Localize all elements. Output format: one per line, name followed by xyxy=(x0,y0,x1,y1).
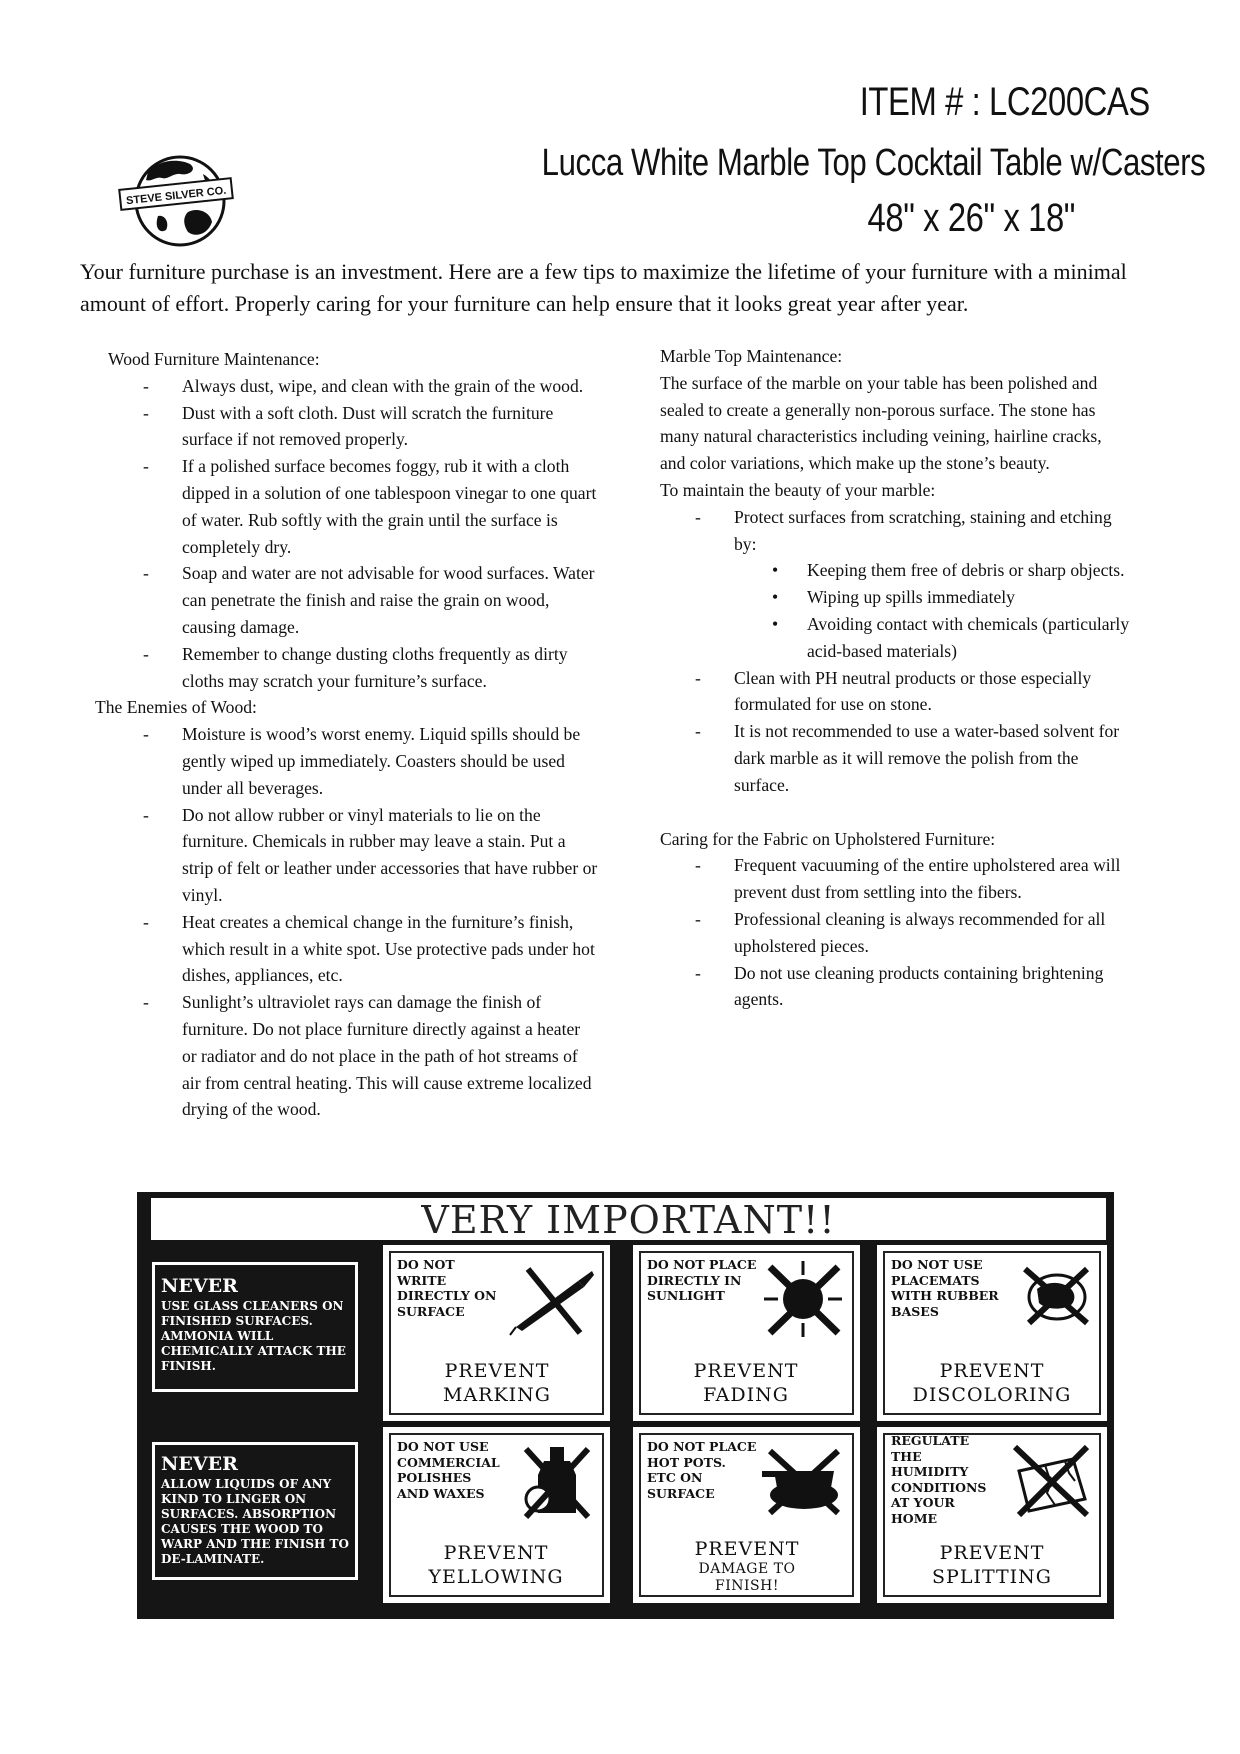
card-title: PREVENT SPLITTING xyxy=(932,1542,1052,1588)
bullet-item: • Keeping them free of debris or sharp objects. xyxy=(734,557,1130,584)
card-title: PREVENT MARKING xyxy=(443,1360,551,1406)
list-item: - Professional cleaning is always recommended for all upholstered pieces. xyxy=(660,906,1130,960)
fabric-heading: Caring for the Fabric on Upholstered Furniture: xyxy=(660,828,996,849)
card-title xyxy=(667,1537,827,1595)
card-note: DO NOT USE COMMERCIAL POLISHES AND WAXES xyxy=(397,1439,500,1501)
enemies-heading: The Enemies of Wood: xyxy=(95,697,257,718)
list-item: - Do not allow rubber or vinyl materials to lie on the furniture. Chemicals in rubber may leave a stain. Put a strip of felt or leather under accessories that have rubber or vinyl. xyxy=(108,802,598,909)
bullet-item: • Avoiding contact with chemicals (particularly acid-based materials) xyxy=(734,611,1130,665)
card-prevent-damage xyxy=(633,1427,860,1603)
intro-paragraph: Your furniture purchase is an investment. Here are a few tips to maximize the lifetime of your furniture with a minimal amount of effort. Properly caring for your furniture can help ensure that it looks great year after year. xyxy=(80,259,1127,316)
wood-column xyxy=(95,346,598,1123)
list-item: - It is not recommended to use a water-based solvent for dark marble as it will remove the polish from the surface. xyxy=(660,718,1130,798)
protect-text: Protect surfaces from scratching, staining and etching by: xyxy=(734,506,1112,554)
wood-list xyxy=(108,373,598,695)
bullet-item: • Wiping up spills immediately xyxy=(734,584,1130,611)
product-dimensions: 48" x 26" x 18" xyxy=(867,196,1075,240)
list-item: - Clean with PH neutral products or those especially formulated for use on stone. xyxy=(660,665,1130,719)
product-title: Lucca White Marble Top Cocktail Table w/Casters xyxy=(541,142,1205,184)
card-note: DO NOT USE PLACEMATS WITH RUBBER BASES xyxy=(891,1257,999,1319)
item-number: ITEM # : LC200CAS xyxy=(859,80,1150,124)
list-item xyxy=(660,504,1130,665)
marble-column xyxy=(660,343,1130,1013)
globe-logo-icon xyxy=(118,152,236,250)
card-title: PREVENT DISCOLORING xyxy=(912,1360,1072,1406)
wood-heading: Wood Furniture Maintenance: xyxy=(108,349,320,369)
list-item: - Remember to change dusting cloths frequently as dirty cloths may scratch your furniture’s surface. xyxy=(108,641,598,695)
never-title: NEVER xyxy=(161,1453,238,1475)
never-notice-glass-cleaners xyxy=(152,1262,358,1392)
list-item: - Sunlight’s ultraviolet rays can damage the finish of furniture. Do not place furniture directly against a heater or radiator and do not place in the path of hot streams of air from central heating. This will cause extreme localized drying of the wood. xyxy=(108,989,598,1123)
list-item: - Do not use cleaning products containing brightening agents. xyxy=(660,960,1130,1014)
card-prevent-marking xyxy=(383,1245,610,1421)
polish-bottle-crossed-icon xyxy=(518,1441,598,1521)
card-note: DO NOT PLACE HOT POTS. ETC ON SURFACE xyxy=(647,1439,757,1501)
list-item: - Soap and water are not advisable for wood surfaces. Water can penetrate the finish and raise the grain on wood, causing damage. xyxy=(108,560,598,640)
card-note: DO NOT PLACE DIRECTLY IN SUNLIGHT xyxy=(647,1257,757,1303)
logo-text: STEVE SILVER CO. xyxy=(125,184,227,208)
marble-bullets xyxy=(734,557,1130,664)
list-item: - Moisture is wood’s worst enemy. Liquid spills should be gently wiped up immediately. Coasters should be used under all beverages. xyxy=(108,721,598,801)
card-title-sub: DAMAGE TO FINISH! xyxy=(698,1561,796,1594)
never-text: USE GLASS CLEANERS ON FINISHED SURFACES. AMMONIA WILL CHEMICALLY ATTACK THE FINISH. xyxy=(161,1299,346,1373)
card-note: REGULATE THE HUMIDITY CONDITIONS AT YOUR HOME xyxy=(891,1433,987,1526)
never-title: NEVER xyxy=(161,1275,238,1297)
card-prevent-yellowing xyxy=(383,1427,610,1603)
list-item: - Dust with a soft cloth. Dust will scratch the furniture surface if not removed properly. xyxy=(108,400,598,454)
list-item: - Always dust, wipe, and clean with the grain of the wood. xyxy=(108,373,598,400)
split-wood-crossed-icon xyxy=(1005,1441,1095,1521)
never-notice-liquids xyxy=(152,1442,358,1580)
card-title: PREVENT FADING xyxy=(693,1360,799,1406)
very-important-banner: VERY IMPORTANT!! xyxy=(151,1198,1106,1240)
never-text: ALLOW LIQUIDS OF ANY KIND TO LINGER ON SURFACES. ABSORPTION CAUSES THE WOOD TO WARP AND THE FINISH TO DE-LAMINATE. xyxy=(161,1477,349,1566)
marble-heading: Marble Top Maintenance: xyxy=(660,346,843,366)
list-item: - Heat creates a chemical change in the furniture’s finish, which result in a white spot. Use protective pads under hot dishes, appliances, etc. xyxy=(108,909,598,989)
card-title-main: PREVENT xyxy=(694,1538,800,1560)
list-item: - If a polished surface becomes foggy, rub it with a cloth dipped in a solution of one tablespoon vinegar to one quart of water. Rub softly with the grain until the surface is completely dry. xyxy=(108,453,598,560)
card-prevent-discoloring xyxy=(877,1245,1107,1421)
pen-crossed-icon xyxy=(508,1259,598,1339)
marble-paragraph: The surface of the marble on your table has been polished and sealed to create a generally non-porous surface. The stone has many natural characteristics including veining, hairline cracks, and color variations, which make up the stone’s beauty. xyxy=(660,372,1102,474)
sun-crossed-icon xyxy=(758,1259,848,1339)
very-important-panel xyxy=(137,1192,1114,1619)
placemat-crossed-icon xyxy=(1015,1259,1095,1329)
hot-pot-crossed-icon xyxy=(758,1441,848,1521)
card-prevent-fading xyxy=(633,1245,860,1421)
card-title: PREVENT YELLOWING xyxy=(428,1542,564,1588)
card-prevent-splitting xyxy=(877,1427,1107,1603)
marble-list xyxy=(660,504,1130,799)
card-note: DO NOT WRITE DIRECTLY ON SURFACE xyxy=(397,1257,497,1319)
marble-subheading: To maintain the beauty of your marble: xyxy=(660,479,936,500)
fabric-list xyxy=(660,852,1130,1013)
list-item: - Frequent vacuuming of the entire upholstered area will prevent dust from settling into the fibers. xyxy=(660,852,1130,906)
enemies-list xyxy=(108,721,598,1123)
